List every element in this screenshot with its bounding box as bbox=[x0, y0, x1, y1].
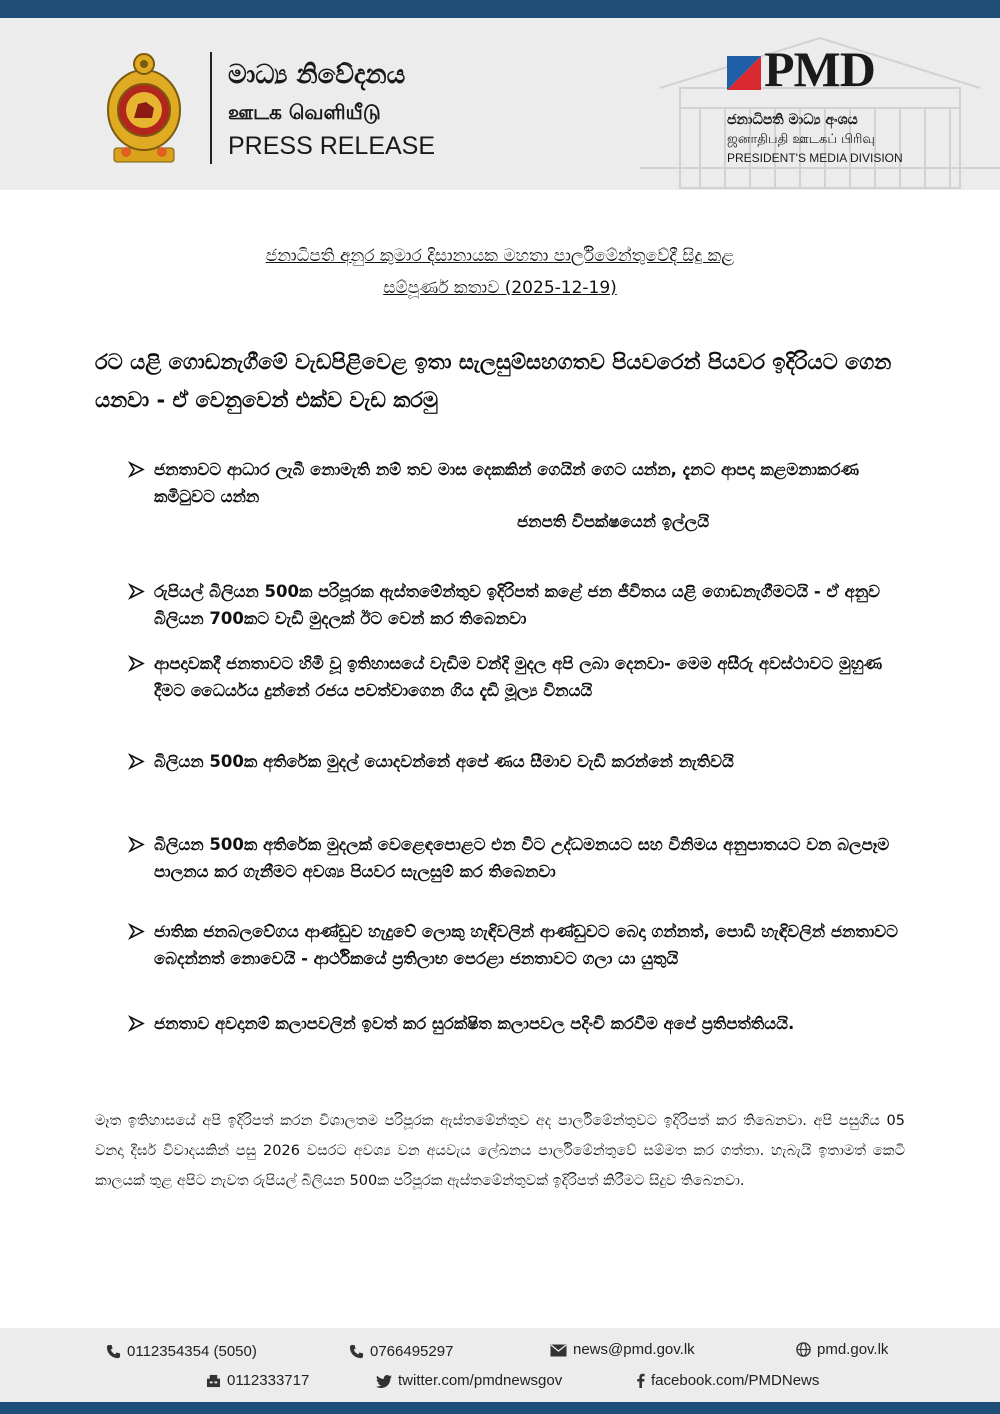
pmd-logo-text: PMD bbox=[764, 41, 875, 97]
bullet-text: බිලියන 500ක අතිරේක මුදලක් වෙළෙඳපොළට එන විට උද්ධමනයට සහ විනිමය අනුපාතයට වන බලපෑම පාලනය කර ගැනීමට අවශ්‍ය පියවර සැලසුම් කර තිබෙනවා bbox=[154, 835, 890, 881]
email-icon bbox=[550, 1344, 567, 1357]
bullet-item bbox=[128, 578, 908, 632]
pmd-name-english: PRESIDENT'S MEDIA DIVISION bbox=[727, 151, 903, 165]
bullet-text: ආපදාවකදී ජනතාවට හිමි වූ ඉතිහාසයේ වැඩිම වන්දි මුදල අපි ලබා දෙනවා- මෙම අසීරු අවස්ථාවට මුහුණ දීමට ධෛර්යය දුන්නේ රජය පවත්වාගෙන ගිය දැඩි මූල්‍ය විනයයි bbox=[154, 654, 883, 700]
document-title-line2: සම්පූර්ණ කතාව (2025-12-19) bbox=[383, 278, 617, 298]
website-text: pmd.gov.lk bbox=[817, 1341, 889, 1358]
email-text: news@pmd.gov.lk bbox=[573, 1341, 695, 1358]
bullet-item bbox=[128, 748, 908, 775]
phone-icon bbox=[106, 1344, 121, 1359]
footer-email[interactable] bbox=[550, 1340, 695, 1360]
top-color-band bbox=[0, 0, 1000, 18]
press-release-title-sinhala: මාධ්‍ය නිවේදනය bbox=[228, 60, 406, 90]
twitter-text: twitter.com/pmdnewsgov bbox=[398, 1372, 563, 1389]
bullet-text: ජනතාව අවදානම් කලාපවලින් ඉවත් කර සුරක්ෂිත කලාපවල පදිංචි කරවීම අපේ ප්‍රතිපත්තියයි. bbox=[154, 1014, 795, 1033]
facebook-icon bbox=[636, 1373, 645, 1388]
bullet-text: රුපියල් බිලියන 500ක පරිපූරක ඇස්තමේන්තුව ඉදිරිපත් කළේ ජන ජීවිතය යළි ගොඩනැගීමටයි - ඒ අනුව බිලියන 700කට වැඩි මුදලක් ඊට වෙන් කර තිබෙනවා bbox=[154, 582, 880, 628]
bullet-item bbox=[128, 456, 908, 510]
body-paragraph: මෑත ඉතිහාසයේ අපි ඉදිරිපත් කරන විශාලතම පරිපූරක ඇස්තමේන්තුව අද පාර්ලිමේන්තුවට ඉදිරිපත් කර තිබෙනවා. අපි පසුගිය 05 වනදා දීර්ඝ විවාදයකින් පසු 2026 වසරට අවශ්‍ය වන අයවැය ලේඛනය පාර්ලිමේන්තුවේ සම්මත කර ගත්තා. හැබැයි ඉතාමත් කෙටි කාලයක් තුළ අපිට නැවත රුපියල් බිලියන 500ක පරිපූරක ඇස්තමේන්තුවක් ඉදිරිපත් කිරීමට සිදුව තිබෙනවා. bbox=[95, 1113, 905, 1189]
arrow-bullet-icon bbox=[128, 578, 146, 605]
arrow-bullet-icon bbox=[128, 831, 146, 858]
bullet-text: ජනතාවට ආධාර ලැබී නොමැති නම් තව මාස දෙකකින් ගෙයින් ගෙට යන්න, දැනට ආපදා කළමනාකරණ කමිටුවට යන්න bbox=[154, 460, 859, 506]
bullet-item bbox=[128, 650, 908, 704]
footer-twitter[interactable] bbox=[376, 1371, 562, 1391]
footer-phone1[interactable] bbox=[106, 1342, 257, 1362]
phone2-text: 0766495297 bbox=[370, 1343, 454, 1360]
bottom-color-band bbox=[0, 1402, 1000, 1414]
bullet-item bbox=[128, 918, 908, 972]
bullet-item bbox=[128, 1010, 908, 1037]
pmd-logo-icon bbox=[727, 56, 761, 90]
document-title bbox=[100, 240, 900, 304]
facebook-text: facebook.com/PMDNews bbox=[651, 1372, 820, 1389]
fax-icon bbox=[206, 1374, 221, 1388]
document-title-line1: ජනාධිපති අනුර කුමාර දිසානායක මහතා පාර්ලිමේන්තුවේදී සිදු කළ bbox=[265, 246, 735, 266]
headline: රට යළි ගොඩනැගීමේ වැඩපිළිවෙළ ඉතා සැලසුම්සහගතව පියවරෙන් පියවර ඉදිරියට ගෙන යනවා - ඒ වෙනුවෙන් එක්ව වැඩ කරමු bbox=[95, 350, 892, 412]
footer-fax bbox=[206, 1371, 309, 1391]
arrow-bullet-icon bbox=[128, 918, 146, 945]
header-divider bbox=[210, 52, 212, 164]
phone-icon bbox=[349, 1344, 364, 1359]
arrow-bullet-icon bbox=[128, 650, 146, 677]
press-release-title-tamil: ஊடக வெளியீடு bbox=[228, 100, 381, 124]
bullet-text: බිලියන 500ක අතිරේක මුදල් යොදවන්නේ අපේ ණය සීමාව වැඩි කරන්නේ නැතිවයි bbox=[154, 752, 734, 771]
arrow-bullet-icon bbox=[128, 456, 146, 483]
emblem-icon bbox=[104, 48, 184, 166]
phone1-text: 0112354354 (5050) bbox=[127, 1343, 257, 1360]
press-release-title-english: PRESS RELEASE bbox=[228, 132, 436, 160]
footer-facebook[interactable] bbox=[636, 1371, 819, 1391]
letterhead-header bbox=[0, 18, 1000, 190]
fax-text: 0112333717 bbox=[227, 1372, 310, 1389]
bullet-attribution: ජනපති විපක්ෂයෙන් ඉල්ලයි bbox=[517, 512, 710, 531]
bullet-text: ජාතික ජනබලවේගය ආණ්ඩුව හැදුවේ ලොකු හැඳිවලින් ආණ්ඩුවට බෙදා ගන්නත්, පොඩි හැඳිවලින් ජනතාවට බෙදන්නත් නොවෙයි - ආර්ථිකයේ ප්‍රතිලාභ පෙරළා ජනතාවට ගලා යා යුතුයි bbox=[154, 922, 899, 968]
pmd-name-tamil: ஜனாதிபதி ஊடகப் பிரிவு bbox=[727, 132, 875, 147]
footer-website[interactable] bbox=[796, 1340, 888, 1360]
contact-footer bbox=[0, 1328, 1000, 1402]
globe-icon bbox=[796, 1342, 811, 1357]
twitter-icon bbox=[376, 1375, 392, 1388]
pmd-name-sinhala: ජනාධිපති මාධ්‍ය අංශය bbox=[727, 112, 858, 128]
bullet-item bbox=[128, 831, 908, 885]
arrow-bullet-icon bbox=[128, 1010, 146, 1037]
arrow-bullet-icon bbox=[128, 748, 146, 775]
footer-phone2[interactable] bbox=[349, 1342, 453, 1362]
